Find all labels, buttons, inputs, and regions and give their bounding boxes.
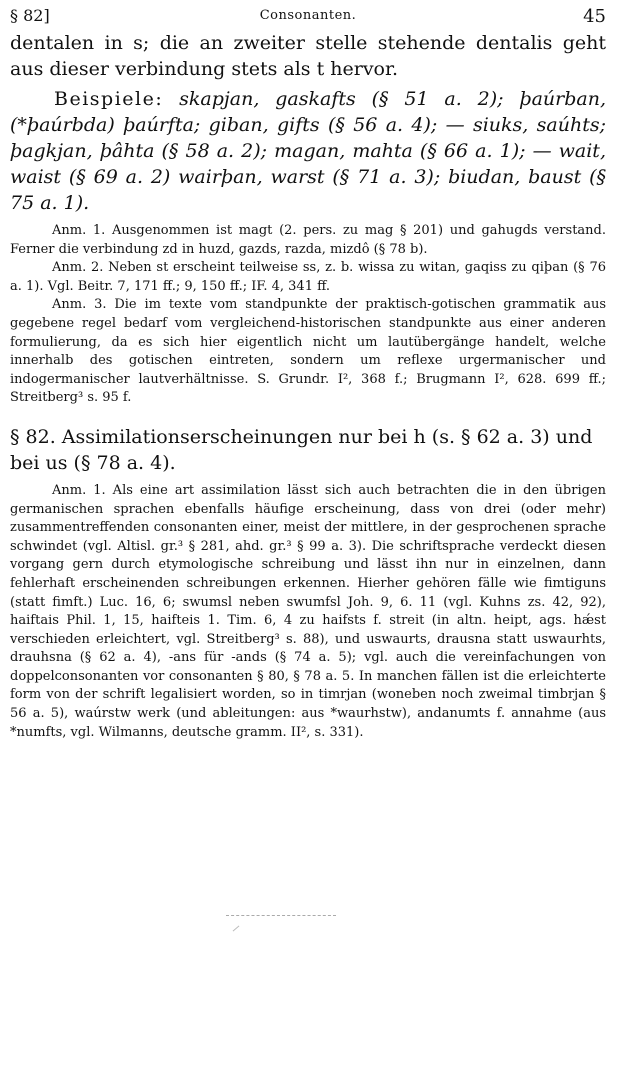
note-3: Anm. 3. Die im texte vom standpunkte der praktisch-gotischen grammatik aus gegebene regel bedarf vom vergleichend-historischen standpunkte aus einer anderen formulierung, da es sich hier eigentlich nicht um lautübergänge handelt, welche innerhalb des gotischen eintreten, sondern um reflexe urgermanischer und indogermanischer lautverhältnisse. S. Grundr. I², 368 f.; Brugmann I², 628. 699 ff.; Streitberg³ s. 95 f. <box>10 297 606 406</box>
note-2: Anm. 2. Neben st erscheint teilweise ss, z. b. wissa zu witan, gaqiss zu qiþan (§ 76 a. 1). Vgl. Beitr. 7, 171 ff.; 9, 150 ff.; IF. 4, 341 ff. <box>10 260 606 294</box>
header-title: Consonanten. <box>259 8 357 23</box>
book-page <box>10 4 606 742</box>
examples-paragraph <box>10 86 606 216</box>
intro-paragraph: dentalen in s; die an zweiter stelle stehende dentalis geht aus dieser verbindung stets als t hervor. <box>10 32 606 80</box>
page-mark <box>233 926 240 932</box>
page-footer-rule <box>226 915 336 916</box>
examples-text: skapjan, gaskafts (§ 51 a. 2); þaúrban, (*þaúrbda) þaúrfta; giban, gifts (§ 56 a. 4); — siuks, saúhts; þagkjan, þâhta (§ 58 a. 2); magan, mahta (§ 66 a. 1); — wait, waist (§ 69 a. 2) wairþan, warst (§ 71 a. 3); biudan, baust (§ 75 a. 1). <box>10 88 607 214</box>
section-heading: § 82. Assimilationserscheinungen nur bei h (s. § 62 a. 3) und bei us (§ 78 a. 4). <box>10 425 593 474</box>
examples-label: Beispiele: <box>54 88 164 110</box>
note-1: Anm. 1. Ausgenommen ist magt (2. pers. zu mag § 201) und gahugds verstand. Ferner die verbindung zd in huzd, gazds, razda, mizdô (§ 78 b). <box>10 223 606 257</box>
header-section-ref: § 82] <box>10 6 50 25</box>
page-number: 45 <box>583 6 606 27</box>
section-note-1: Anm. 1. Als eine art assimilation lässt sich auch betrachten die in den übrigen germanischen sprachen ebenfalls häufige erscheinung, dass von drei (oder mehr) zusammentreffenden consonanten einer, meist der mittlere, in der gesprochenen sprache schwindet (vgl. Altisl. gr.³ § 281, ahd. gr.³ § 99 a. 3). Die schriftsprache verdeckt diesen vorgang gern durch etymologische schreibung und lässt ihn nur in einzelnen, dann fehlerhaft erscheinenden schreibungen erkennen. Hierher gehören fälle wie fimtiguns (statt fimft.) Luc. 16, 6; swumsl neben swumfsl Joh. 9, 6. 11 (vgl. Kuhns zs. 42, 92), haiftais Phil. 1, 15, haifteis 1. Tim. 6, 4 zu haifsts f. streit (in altn. heipt, ags. hǽst verschieden erleichtert, vgl. Streitberg³ s. 88), und uswaurts, drausna statt uswaurhts, drauhsna (§ 62 a. 4), -ans für -ands (§ 74 a. 5); vgl. auch die vereinfachungen von doppelconsonanten vor consonanten § 80, § 78 a. 5. In manchen fällen ist die erleichterte form von der schrift legalisiert worden, so in timrjan (woneben noch zweimal timbrjan § 56 a. 5), waúrstw werk (und ableitungen: aus *waurhstw), andanumts f. annahme (aus *numfts, vgl. Wilmanns, deutsche gramm. II², s. 331). <box>10 482 606 740</box>
running-header <box>10 4 606 30</box>
